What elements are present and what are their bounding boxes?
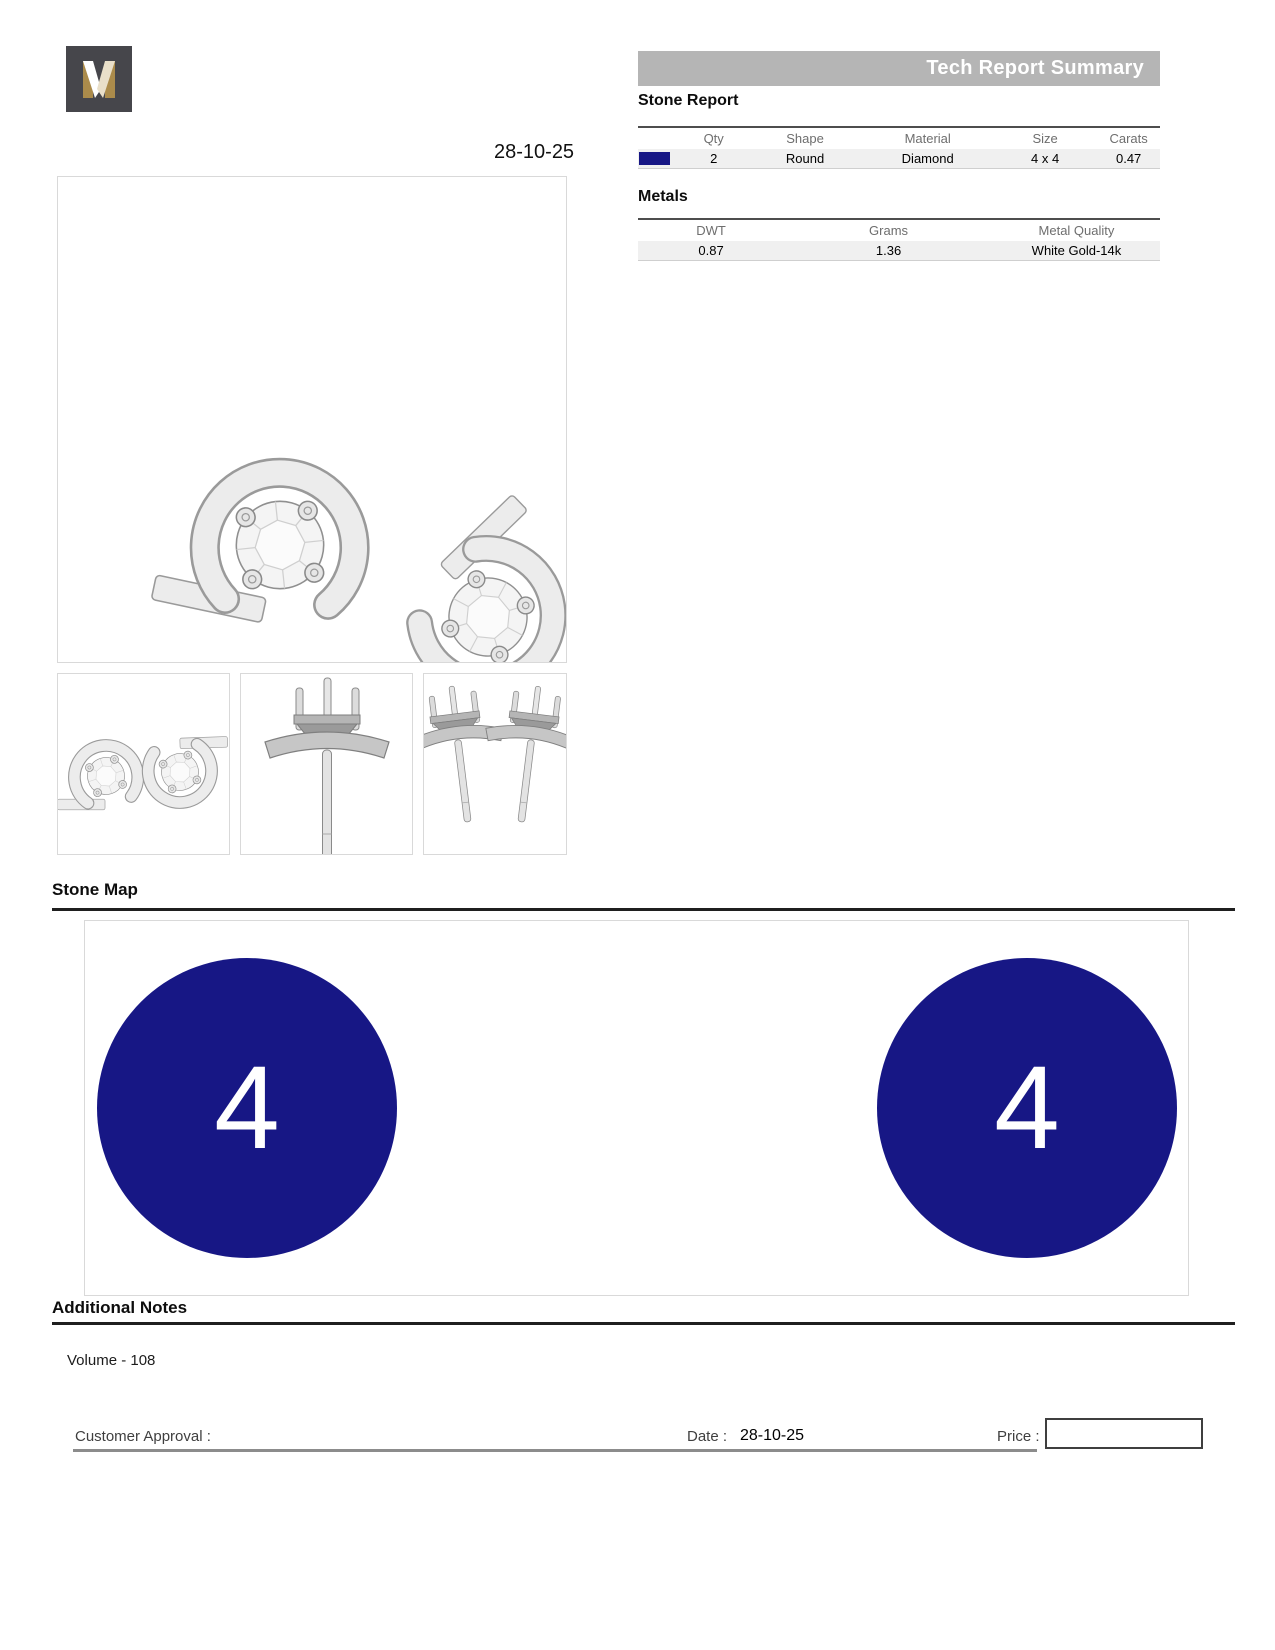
volume-note: Volume - 108 — [67, 1352, 156, 1369]
report-title: Tech Report Summary — [926, 57, 1144, 79]
date-value: 28-10-25 — [740, 1427, 805, 1444]
stone-report-data-row — [638, 149, 1160, 169]
stone-size-label-1: 4 — [214, 1042, 280, 1174]
date-label: Date : — [687, 1428, 728, 1445]
col-metal-quality: Metal Quality — [1038, 223, 1115, 238]
thumbnail-side-view — [240, 673, 413, 855]
metals-heading: Metals — [638, 188, 688, 205]
customer-approval-label: Customer Approval : — [75, 1428, 211, 1445]
metals-table — [638, 218, 1160, 261]
col-shape: Shape — [786, 131, 824, 146]
price-input[interactable] — [1045, 1418, 1203, 1449]
stone-map-stone-2 — [877, 958, 1177, 1258]
cell-metal-quality: White Gold-14k — [1031, 243, 1122, 258]
stone-size-label-2: 4 — [994, 1042, 1060, 1174]
stone-report-table — [638, 126, 1160, 169]
metals-header-row — [638, 220, 1160, 241]
metals-data-row — [638, 241, 1160, 261]
cell-grams: 1.36 — [875, 243, 902, 258]
price-label: Price : — [997, 1428, 1040, 1445]
thumbnail-angle-render — [424, 674, 566, 854]
col-grams: Grams — [869, 223, 909, 238]
cell-dwt: 0.87 — [698, 243, 724, 258]
stone-map-rule — [52, 908, 1235, 911]
col-dwt: DWT — [696, 223, 726, 238]
cell-carats: 0.47 — [1115, 151, 1142, 166]
col-size: Size — [1032, 131, 1058, 146]
earrings-render — [58, 177, 566, 662]
stone-color-swatch — [639, 152, 670, 165]
thumbnail-front-view — [57, 673, 230, 855]
col-carats: Carats — [1109, 131, 1148, 146]
main-render-frame — [57, 176, 567, 663]
brand-logo — [66, 46, 132, 112]
thumbnail-angle-view — [423, 673, 567, 855]
brand-logo-m-icon — [66, 46, 132, 112]
design-date: 28-10-25 — [494, 141, 575, 163]
stone-report-heading: Stone Report — [638, 92, 739, 109]
cell-qty: 2 — [710, 151, 718, 166]
col-material: Material — [904, 131, 951, 146]
stone-swatch-cell — [638, 152, 680, 165]
stone-map-stone-1 — [97, 958, 397, 1258]
stone-map-heading: Stone Map — [52, 880, 138, 899]
cell-material: Diamond — [901, 151, 954, 166]
stone-map-box — [84, 920, 1189, 1296]
signature-rule — [73, 1449, 1037, 1452]
thumbnail-front-render — [58, 674, 229, 854]
stone-report-header-row — [638, 128, 1160, 149]
additional-notes-heading: Additional Notes — [52, 1298, 188, 1317]
thumbnail-side-render — [241, 674, 412, 854]
cell-size: 4 x 4 — [1031, 151, 1060, 166]
col-qty: Qty — [703, 131, 724, 146]
cell-shape: Round — [785, 151, 825, 166]
report-title-bar — [638, 51, 1160, 86]
additional-notes-rule — [52, 1322, 1235, 1325]
